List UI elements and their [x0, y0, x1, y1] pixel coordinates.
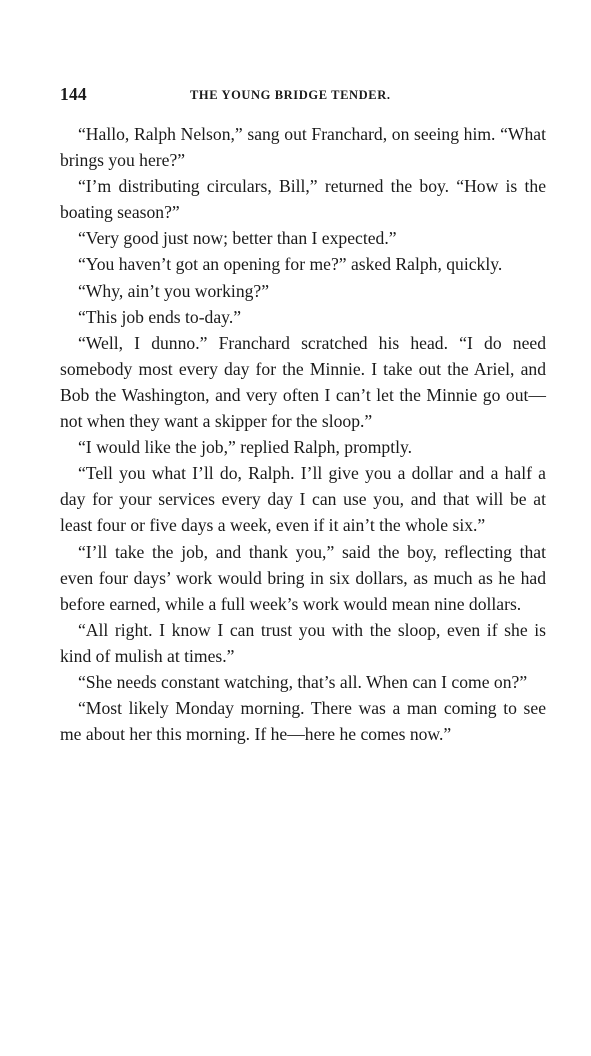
paragraph: “This job ends to-day.”: [78, 306, 242, 327]
body-text: [60, 121, 546, 747]
paragraph: “Tell you what I’ll do, Ralph. I’ll give you a dollar and a half a day for your services every day I can use you, and that will be at least four or five days a week, even if it ain’t the whole six.”: [60, 463, 546, 536]
paragraph: “Why, ain’t you working?”: [78, 280, 270, 301]
paragraph: “Most likely Monday morning. There was a man coming to see me about her this morning. If he—here he comes now.”: [60, 698, 546, 745]
page-number: 144: [60, 84, 87, 104]
paragraph: “All right. I know I can trust you with the sloop, even if she is kind of mulish at times.”: [60, 619, 546, 666]
paragraph: “I would like the job,” replied Ralph, promptly.: [78, 437, 413, 458]
paragraph: “You haven’t got an opening for me?” asked Ralph, quickly.: [78, 254, 503, 275]
paragraph: “Well, I dunno.” Franchard scratched his head. “I do need somebody most every day for the Minnie. I take out the Ariel, and Bob the Washington, and very often I can’t let the Minnie go out—not when they want a skipper for the sloop.”: [60, 332, 546, 432]
paragraph: “I’ll take the job, and thank you,” said the boy, reflecting that even four days’ work would bring in six dollars, as much as he had before earned, while a full week’s work would mean nine dollars.: [60, 541, 546, 614]
page-header: [60, 84, 550, 108]
running-head: THE YOUNG BRIDGE TENDER.: [190, 88, 391, 102]
paragraph: “She needs constant watching, that’s all. When can I come on?”: [78, 671, 528, 692]
paragraph: “Very good just now; better than I expected.”: [78, 228, 397, 249]
paragraph: “I’m distributing circulars, Bill,” returned the boy. “How is the boating season?”: [60, 176, 546, 223]
paragraph: “Hallo, Ralph Nelson,” sang out Franchard, on seeing him. “What brings you here?”: [60, 124, 546, 171]
